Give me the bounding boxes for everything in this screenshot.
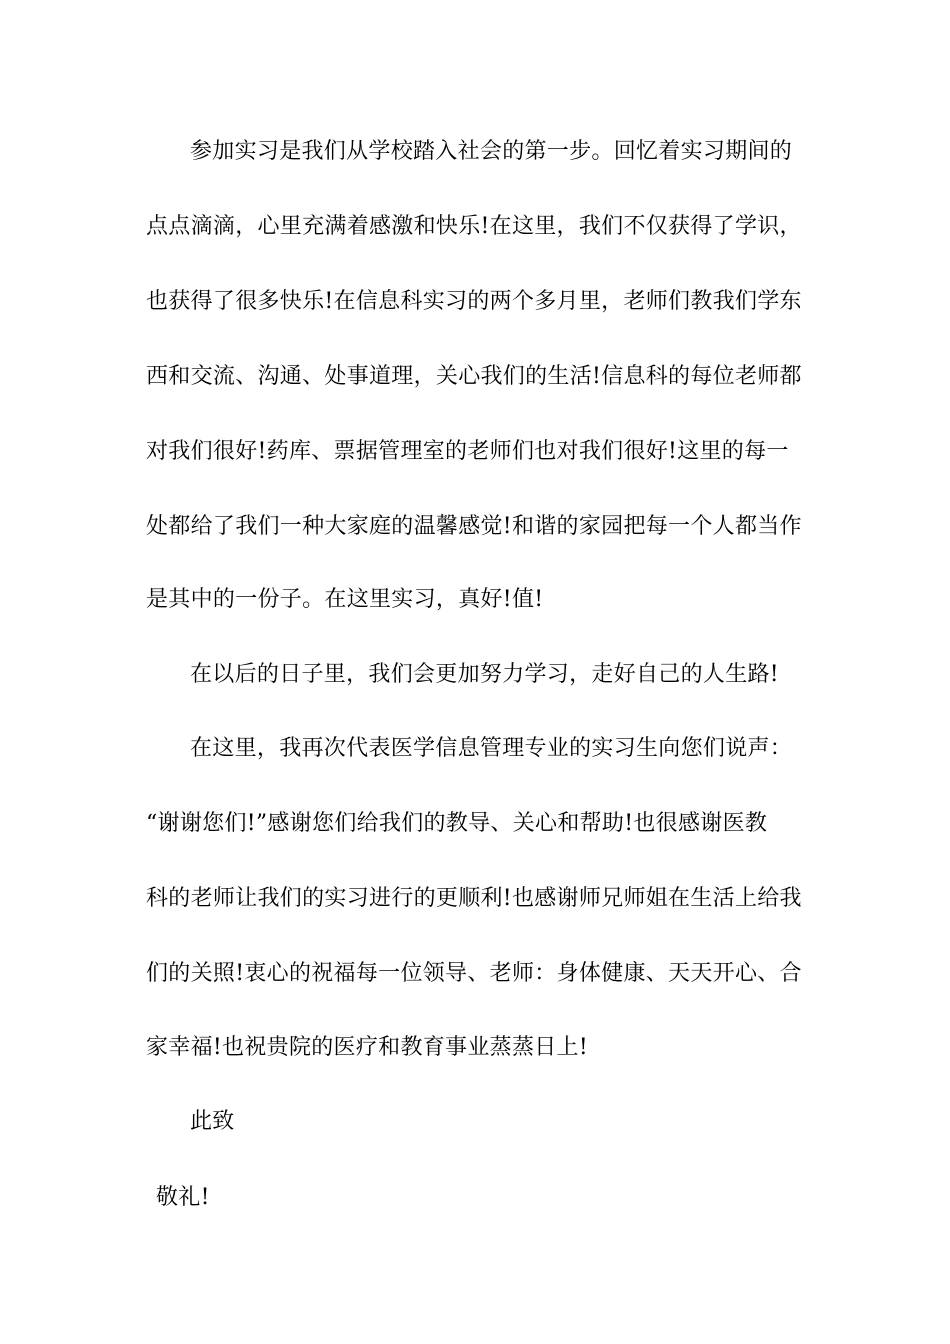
paragraph-1-line-5: 对我们很好!药库、票据管理室的老师们也对我们很好!这里的每一 bbox=[146, 439, 789, 464]
paragraph-1-line-2: 点点滴滴，心里充满着感激和快乐!在这里，我们不仅获得了学识， bbox=[146, 214, 802, 239]
paragraph-3-line-3: 科的老师让我们的实习进行的更顺利!也感谢师兄师姐在生活上给我 bbox=[146, 886, 802, 911]
paragraph-1-line-7: 是其中的一份子。在这里实习，真好!值! bbox=[146, 587, 544, 612]
closing-cizhi: 此致 bbox=[190, 1109, 235, 1134]
paragraph-3-line-4: 们的关照!衷心的祝福每一位领导、老师：身体健康、天天开心、合 bbox=[146, 961, 802, 986]
paragraph-1-line-6: 处都给了我们一种大家庭的温馨感觉!和谐的家园把每一个人都当作 bbox=[146, 514, 802, 539]
paragraph-2: 在以后的日子里，我们会更加努力学习，走好自己的人生路! bbox=[190, 662, 779, 687]
paragraph-1-line-3: 也获得了很多快乐!在信息科实习的两个多月里，老师们教我们学东 bbox=[146, 289, 802, 314]
paragraph-3-line-5: 家幸福!也祝贵院的医疗和教育事业蒸蒸日上! bbox=[146, 1035, 588, 1060]
paragraph-1-line-1: 参加实习是我们从学校踏入社会的第一步。回忆着实习期间的 bbox=[190, 139, 793, 164]
paragraph-3-line-2: “谢谢您们!”感谢您们给我们的教导、关心和帮助!也很感谢医教 bbox=[146, 811, 768, 836]
paragraph-1-line-4: 西和交流、沟通、处事道理，关心我们的生活!信息科的每位老师都 bbox=[146, 364, 802, 389]
closing-jingli: 敬礼! bbox=[156, 1185, 210, 1210]
paragraph-3-line-1: 在这里，我再次代表医学信息管理专业的实习生向您们说声： bbox=[190, 736, 793, 761]
